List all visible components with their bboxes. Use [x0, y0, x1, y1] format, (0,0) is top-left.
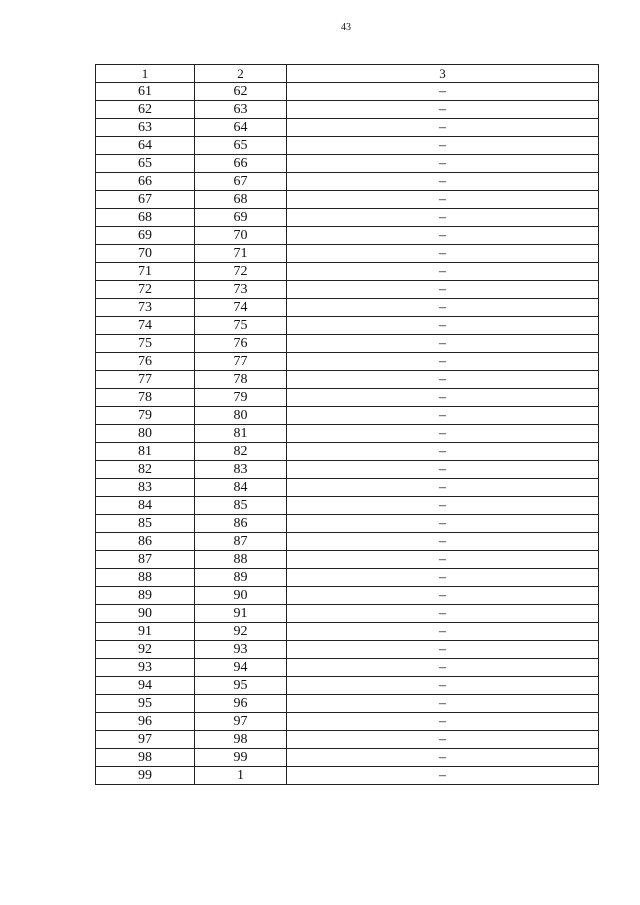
table-row	[96, 335, 599, 353]
table-cell: –	[287, 299, 599, 317]
table-cell: 88	[96, 569, 195, 587]
table-row	[96, 677, 599, 695]
table-cell: 77	[195, 353, 287, 371]
table-cell: 85	[195, 497, 287, 515]
table-cell: 93	[96, 659, 195, 677]
table-row	[96, 659, 599, 677]
table-cell: 62	[96, 101, 195, 119]
table-cell: 67	[96, 191, 195, 209]
table-header-row	[96, 65, 599, 83]
table-cell: 98	[96, 749, 195, 767]
table-cell: –	[287, 245, 599, 263]
table-cell: 64	[195, 119, 287, 137]
table-cell: 89	[96, 587, 195, 605]
table-cell: –	[287, 389, 599, 407]
table-cell: 76	[96, 353, 195, 371]
table-cell: 99	[195, 749, 287, 767]
table-row	[96, 83, 599, 101]
table-cell: 92	[96, 641, 195, 659]
table-cell: –	[287, 407, 599, 425]
table-cell: 69	[96, 227, 195, 245]
table-cell: –	[287, 263, 599, 281]
table-row	[96, 443, 599, 461]
table-cell: –	[287, 641, 599, 659]
table-cell: 83	[96, 479, 195, 497]
table-row	[96, 263, 599, 281]
table-cell: 69	[195, 209, 287, 227]
table-cell: 78	[96, 389, 195, 407]
table-cell: 77	[96, 371, 195, 389]
table-cell: 86	[195, 515, 287, 533]
table-cell: 92	[195, 623, 287, 641]
table-cell: 95	[96, 695, 195, 713]
table-cell: 66	[96, 173, 195, 191]
table-cell: 87	[96, 551, 195, 569]
table-cell: 74	[195, 299, 287, 317]
table-cell: 94	[96, 677, 195, 695]
table-cell: 91	[195, 605, 287, 623]
table-cell: 1	[195, 767, 287, 785]
table-cell: 86	[96, 533, 195, 551]
table-cell: 71	[195, 245, 287, 263]
column-header: 1	[96, 65, 195, 83]
table-cell: 61	[96, 83, 195, 101]
table-row	[96, 551, 599, 569]
table-cell: –	[287, 497, 599, 515]
table-cell: 84	[195, 479, 287, 497]
table-cell: 82	[96, 461, 195, 479]
table-cell: –	[287, 191, 599, 209]
table-cell: 73	[195, 281, 287, 299]
table-row	[96, 587, 599, 605]
table-cell: –	[287, 695, 599, 713]
table-row	[96, 173, 599, 191]
table-cell: 93	[195, 641, 287, 659]
table-cell: –	[287, 569, 599, 587]
table-cell: 63	[96, 119, 195, 137]
table-cell: –	[287, 335, 599, 353]
table-cell: –	[287, 533, 599, 551]
table-cell: 78	[195, 371, 287, 389]
table-cell: –	[287, 119, 599, 137]
table-cell: 75	[195, 317, 287, 335]
table-cell: 94	[195, 659, 287, 677]
page-number: 43	[341, 22, 351, 33]
table-row	[96, 299, 599, 317]
table-cell: –	[287, 317, 599, 335]
table-cell: 70	[96, 245, 195, 263]
table-cell: 72	[96, 281, 195, 299]
table-cell: –	[287, 767, 599, 785]
table-cell: –	[287, 605, 599, 623]
table-row	[96, 749, 599, 767]
table-row	[96, 461, 599, 479]
table-cell: 71	[96, 263, 195, 281]
table-cell: 90	[195, 587, 287, 605]
table-row	[96, 353, 599, 371]
table-cell: –	[287, 749, 599, 767]
table-cell: 97	[195, 713, 287, 731]
table-row	[96, 533, 599, 551]
table-cell: 79	[96, 407, 195, 425]
table-cell: –	[287, 551, 599, 569]
table-cell: –	[287, 137, 599, 155]
table-cell: 74	[96, 317, 195, 335]
table-row	[96, 515, 599, 533]
table-cell: 82	[195, 443, 287, 461]
table-cell: –	[287, 461, 599, 479]
table-cell: 83	[195, 461, 287, 479]
table-row	[96, 497, 599, 515]
table-cell: 66	[195, 155, 287, 173]
table-cell: –	[287, 443, 599, 461]
column-header: 3	[287, 65, 599, 83]
table-row	[96, 245, 599, 263]
table-cell: –	[287, 659, 599, 677]
column-header: 2	[195, 65, 287, 83]
table-cell: 76	[195, 335, 287, 353]
table-cell: 65	[195, 137, 287, 155]
table-cell: –	[287, 281, 599, 299]
table-row	[96, 227, 599, 245]
table-row	[96, 713, 599, 731]
table-cell: 72	[195, 263, 287, 281]
table-cell: 95	[195, 677, 287, 695]
table-row	[96, 119, 599, 137]
table-cell: 84	[96, 497, 195, 515]
table-row	[96, 209, 599, 227]
table-cell: 80	[96, 425, 195, 443]
table-cell: 85	[96, 515, 195, 533]
table-cell: –	[287, 101, 599, 119]
table-cell: 89	[195, 569, 287, 587]
table-cell: –	[287, 353, 599, 371]
table-row	[96, 425, 599, 443]
table-row	[96, 407, 599, 425]
table-cell: 99	[96, 767, 195, 785]
table-cell: 70	[195, 227, 287, 245]
table-row	[96, 731, 599, 749]
table-cell: 87	[195, 533, 287, 551]
table-row	[96, 389, 599, 407]
table-cell: 73	[96, 299, 195, 317]
table-row	[96, 695, 599, 713]
table-cell: 88	[195, 551, 287, 569]
table-cell: 68	[195, 191, 287, 209]
table-cell: 64	[96, 137, 195, 155]
table-cell: –	[287, 731, 599, 749]
table-cell: –	[287, 587, 599, 605]
table-row	[96, 317, 599, 335]
table-cell: 81	[195, 425, 287, 443]
data-table	[95, 64, 599, 785]
table-row	[96, 641, 599, 659]
table-row	[96, 371, 599, 389]
table-cell: 65	[96, 155, 195, 173]
table-row	[96, 101, 599, 119]
table-cell: 62	[195, 83, 287, 101]
table-cell: –	[287, 173, 599, 191]
table-cell: –	[287, 713, 599, 731]
table-cell: –	[287, 155, 599, 173]
table-cell: 63	[195, 101, 287, 119]
table-cell: 90	[96, 605, 195, 623]
table-cell: –	[287, 371, 599, 389]
table-cell: –	[287, 623, 599, 641]
table-row	[96, 767, 599, 785]
table-cell: –	[287, 227, 599, 245]
table-cell: 81	[96, 443, 195, 461]
table-cell: 96	[96, 713, 195, 731]
table-body	[96, 65, 599, 785]
table-cell: 98	[195, 731, 287, 749]
table-cell: –	[287, 209, 599, 227]
table-cell: 79	[195, 389, 287, 407]
table-row	[96, 605, 599, 623]
table-cell: 75	[96, 335, 195, 353]
table-cell: –	[287, 515, 599, 533]
table-cell: 96	[195, 695, 287, 713]
table-row	[96, 623, 599, 641]
table-row	[96, 479, 599, 497]
table-cell: 67	[195, 173, 287, 191]
table-cell: –	[287, 479, 599, 497]
table-cell: 80	[195, 407, 287, 425]
table-row	[96, 137, 599, 155]
table-cell: –	[287, 83, 599, 101]
table-cell: 68	[96, 209, 195, 227]
table-cell: 97	[96, 731, 195, 749]
table-row	[96, 155, 599, 173]
table-row	[96, 281, 599, 299]
table-row	[96, 191, 599, 209]
table-cell: –	[287, 677, 599, 695]
table-cell: 91	[96, 623, 195, 641]
table-row	[96, 569, 599, 587]
table-cell: –	[287, 425, 599, 443]
